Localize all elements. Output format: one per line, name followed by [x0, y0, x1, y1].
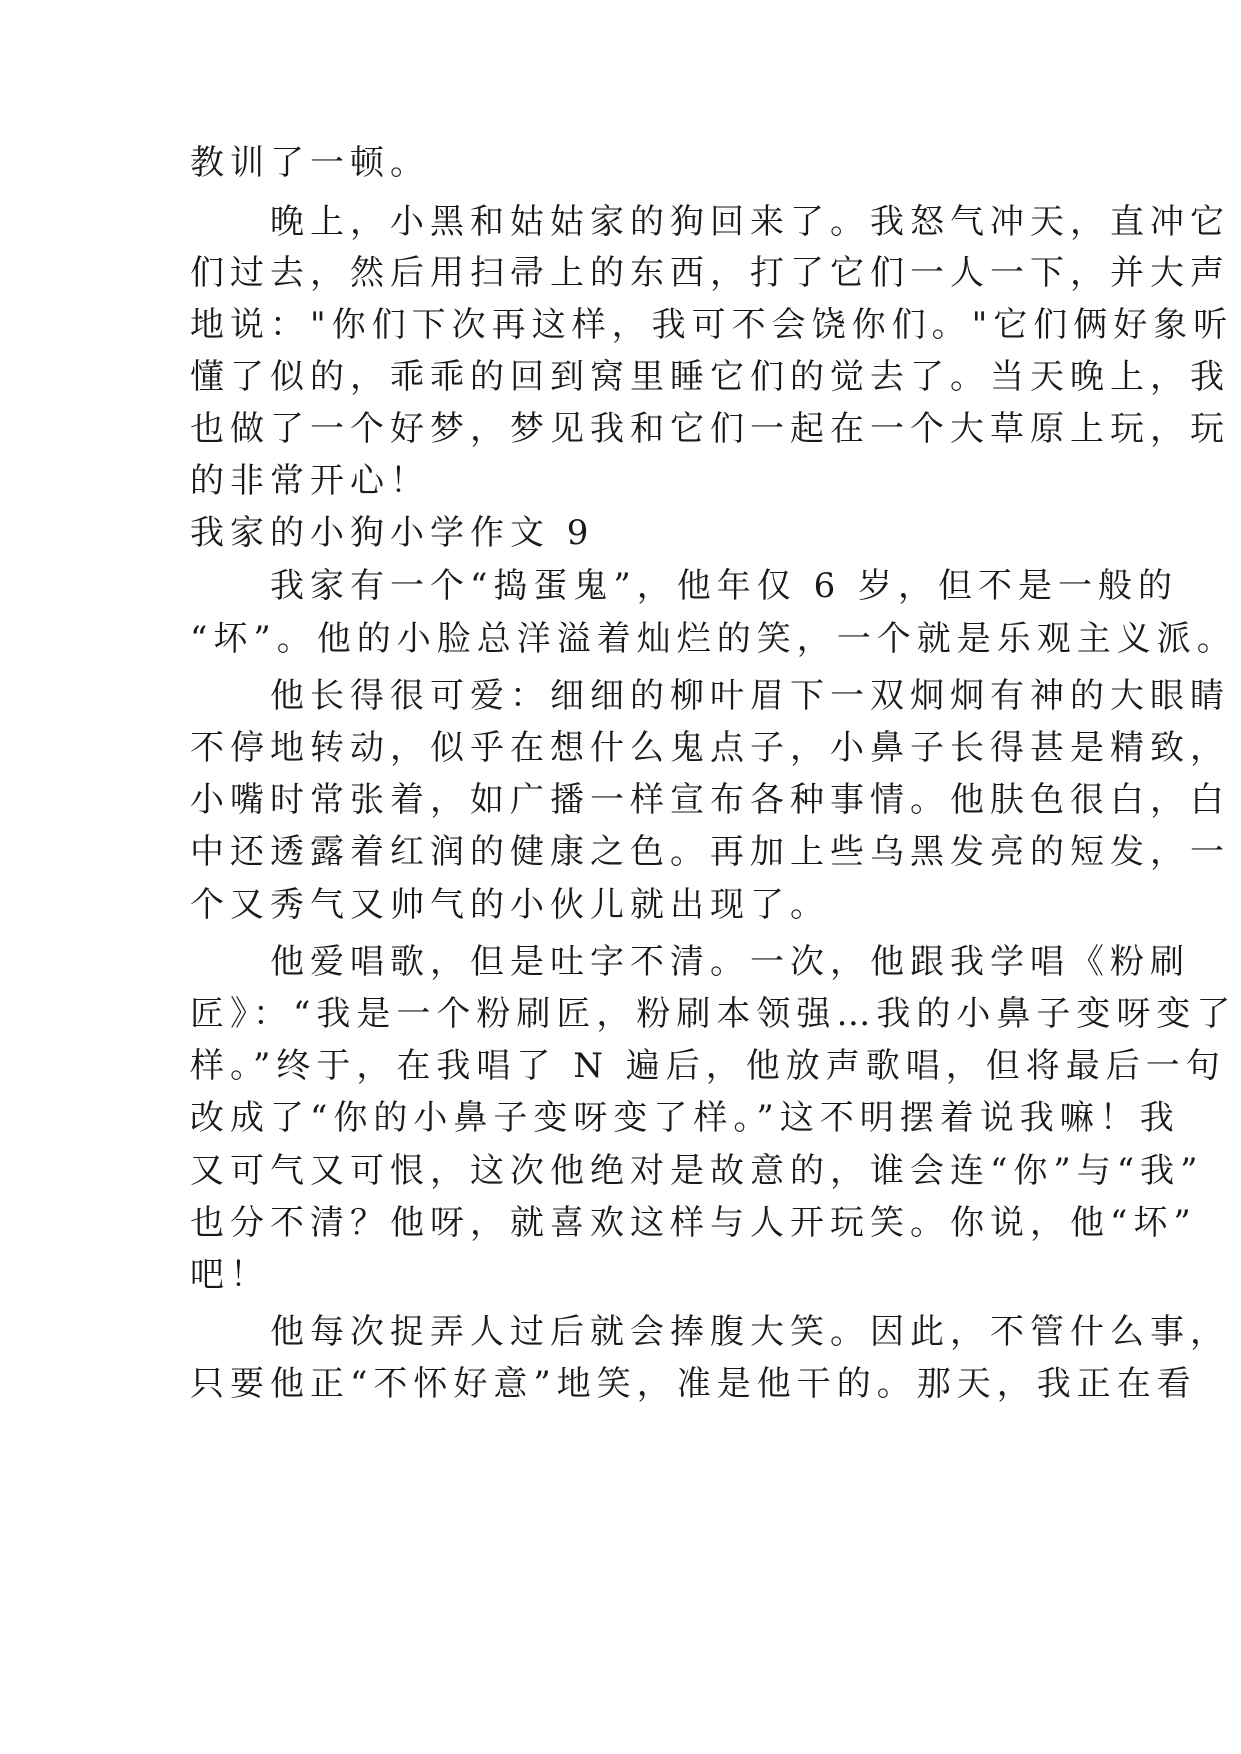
text-line: 的非常开心！ [190, 461, 430, 501]
text-line: 又可气又可恨，这次他绝对是故意的，谁会连“你”与“我” [190, 1151, 1204, 1191]
text-line: 他爱唱歌，但是吐字不清。一次，他跟我学唱《粉刷 [190, 942, 1190, 982]
text-line: 也做了一个好梦，梦见我和它们一起在一个大草原上玩，玩 [190, 409, 1230, 449]
text-line: 他每次捉弄人过后就会捧腹大笑。因此，不管什么事， [190, 1312, 1230, 1352]
text-line: 我家有一个“捣蛋鬼”，他年仅 6 岁，但不是一般的 [190, 566, 1179, 606]
text-line: 只要他正“不怀好意”地笑，准是他干的。那天，我正在看 [190, 1364, 1197, 1404]
text-line: 个又秀气又帅气的小伙儿就出现了。 [190, 885, 830, 925]
text-line: 地说："你们下次再这样，我可不会饶你们。"它们俩好象听 [190, 305, 1234, 345]
text-line: 吧！ [190, 1255, 270, 1295]
text-line: 不停地转动，似乎在想什么鬼点子，小鼻子长得甚是精致， [190, 728, 1230, 768]
text-line: 晚上，小黑和姑姑家的狗回来了。我怒气冲天，直冲它 [190, 202, 1230, 242]
text-line: 们过去，然后用扫帚上的东西，打了它们一人一下，并大声 [190, 253, 1230, 293]
text-line: 他长得很可爱：细细的柳叶眉下一双炯炯有神的大眼睛 [190, 676, 1230, 716]
text-line: 中还透露着红润的健康之色。再加上些乌黑发亮的短发，一 [190, 832, 1230, 872]
text-line: 匠》：“我是一个粉刷匠，粉刷本领强…我的小鼻子变呀变了 [190, 994, 1237, 1034]
text-line: 教训了一顿。 [190, 143, 430, 183]
text-line: “坏”。他的小脸总洋溢着灿烂的笑，一个就是乐观主义派。 [190, 619, 1237, 659]
text-line: 改成了“你的小鼻子变呀变了样。”这不明摆着说我嘛！我 [190, 1098, 1180, 1138]
text-line: 也分不清？他呀，就喜欢这样与人开玩笑。你说，他“坏” [190, 1203, 1197, 1243]
section-heading: 我家的小狗小学作文 9 [190, 513, 595, 553]
text-line: 样。”终于，在我唱了 N 遍后，他放声歌唱，但将最后一句 [190, 1046, 1226, 1086]
text-line: 小嘴时常张着，如广播一样宣布各种事情。他肤色很白，白 [190, 780, 1230, 820]
text-line: 懂了似的，乖乖的回到窝里睡它们的觉去了。当天晚上，我 [190, 357, 1230, 397]
